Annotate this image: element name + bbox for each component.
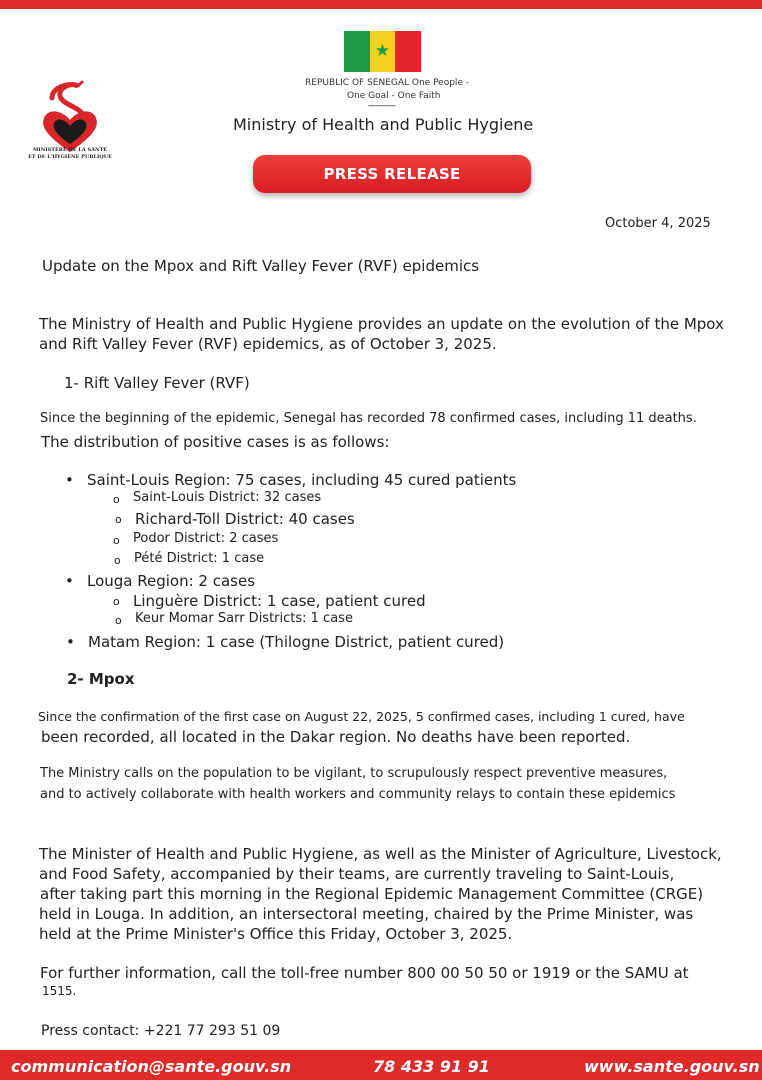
ministry-title: Ministry of Health and Public Hygiene [233,115,534,134]
top-red-bar [0,0,762,9]
footer-website-link[interactable]: www.sante.gouv.sn [584,1057,760,1076]
minister-line-3: after taking part this morning in the Regional Epidemic Management Committee (CRGE) [40,885,704,903]
district-saint-louis: o Saint-Louis District: 32 cases [133,490,321,505]
appeal-line-2: and to actively collaborate with health workers and community relays to contain these epidemics [40,787,676,802]
intro-line-2: and Rift Valley Fever (RVF) epidemics, as of October 3, 2025. [39,335,497,353]
region-matam: • Matam Region: 1 case (Thilogne District, patient cured) [88,633,504,651]
minister-line-4: held in Louga. In addition, an intersectoral meeting, chaired by the Prime Minister, was [39,905,694,923]
minister-line-1: The Minister of Health and Public Hygiene, as well as the Minister of Agriculture, Livestock, [39,845,722,863]
republic-line-1: REPUBLIC OF SENEGAL One People - [305,78,470,88]
mpox-heading: 2- Mpox [67,670,135,688]
district-keur-momar-sarr: o Keur Momar Sarr Districts: 1 case [135,611,353,626]
flag-red-band [395,31,421,72]
info-line-2: 1515. [42,984,77,998]
flag-star-icon: ★ [374,41,391,61]
header-separator: ------------ [368,101,395,111]
logo-caption-line-2: ET DE L'HYGIÈNE PUBLIQUE [28,154,112,160]
rvf-heading: 1- Rift Valley Fever (RVF) [64,374,250,392]
district-pete: o Pété District: 1 case [134,551,264,566]
rvf-summary: Since the beginning of the epidemic, Senegal has recorded 78 confirmed cases, including 11 deaths. [40,411,697,426]
minister-line-2: and Food Safety, accompanied by their teams, are currently traveling to Saint-Louis, [39,865,675,883]
press-release-banner: PRESS RELEASE [253,155,531,193]
district-richard-toll: o Richard-Toll District: 40 cases [135,510,355,528]
region-saint-louis: • Saint-Louis Region: 75 cases, including 45 cured patients [87,471,516,489]
footer-email-link[interactable]: communication@sante.gouv.sn [11,1057,292,1076]
logo-caption-line-1: MINISTÈRE DE LA SANTÉ [32,147,108,153]
region-louga: • Louga Region: 2 cases [87,572,255,590]
release-date: October 4, 2025 [605,216,711,231]
subject-heading: Update on the Mpox and Rift Valley Fever (RVF) epidemics [42,257,480,275]
republic-line-2: One Goal - One Faith [347,91,441,101]
mpox-line-1: Since the confirmation of the first case on August 22, 2025, 5 confirmed cases, including 1 cured, have [38,709,685,724]
district-podor: o Podor District: 2 cases [133,531,278,546]
rvf-distribution: The distribution of positive cases is as follows: [41,433,390,451]
info-line-1: For further information, call the toll-free number 800 00 50 50 or 1919 or the SAMU at [40,964,689,982]
minister-line-5: held at the Prime Minister's Office this Friday, October 3, 2025. [39,925,513,943]
intro-line-1: The Ministry of Health and Public Hygiene provides an update on the evolution of the Mpox [39,315,724,333]
senegal-flag [344,31,421,72]
flag-yellow-band [370,31,396,72]
appeal-line-1: The Ministry calls on the population to be vigilant, to scrupulously respect preventive measures, [40,766,668,781]
footer-phone: 78 433 91 91 [373,1057,490,1076]
district-linguere: o Linguère District: 1 case, patient cured [133,592,426,610]
logo-caption [22,147,118,161]
press-contact: Press contact: +221 77 293 51 09 [41,1023,281,1039]
flag-green-band [344,31,370,72]
mpox-line-2: been recorded, all located in the Dakar region. No deaths have been reported. [41,728,631,746]
